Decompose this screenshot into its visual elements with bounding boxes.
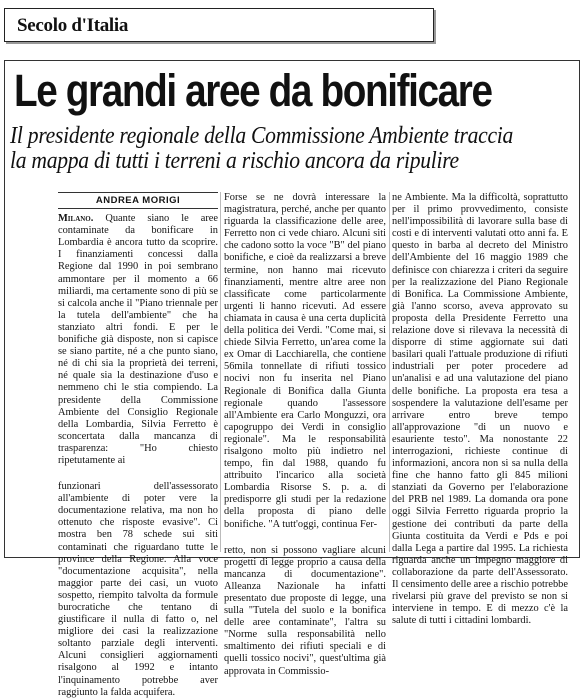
article-subhead [10,124,519,174]
article-column-1 [58,192,218,699]
subhead-line-2: la mappa di tutti i terreni a rischio ancora da ripulire [10,148,459,174]
article-headline: Le grandi aree da bonificare [14,65,492,116]
column-2-paragraph-2: retto, non si possono vagliare alcuni progetti di legge proprio a causa della mancanza di documentazione". Alleanza Nazionale ha infatti presentato due proposte di legge, una sulla "Tutela del suolo e la bonifica delle aree contaminate", l'altra su "Norme sulla responsabilità nello smaltimento dei rifiuti speciali e di quelli tossico nocivi", quest'ultima già approvata in Commissio- [224,544,386,677]
column-3-paragraph-1: ne Ambiente. Ma la difficoltà, soprattutto per il primo provvedimento, consiste nell'impossibilità di lavorare sulla base di costi e di interventi valutati otto anni fa. E questo in barba al decreto del Ministro dell'Ambiente del 16 maggio 1989 che definisce con chiarezza i criteri da seguire per la realizzazione del Piano Regionale di Bonifica. La Commissione Ambiente, già l'anno scorso, aveva approvato su proposta della Presidente Ferretto una relazione dove si rilevava la necessità di disporre di stime aggiornate sui dati basilari quali l'attuale produzione di rifiuti industriali per poter procedere ad un'analisi e ad una valutazione del piano delle bonifiche. La proposta era tesa a sospendere la valutazione dell'esame per arrivare entro breve tempo all'approvazione "di un nuovo e esauriente testo". Ma nonostante 22 interrogazioni, richieste continue di informazioni, ancora non si sa nulla della fine che hanno fatto gli 845 milioni stanziati da Governo per l'elaborazione del PRB nel 1989. La domanda ora pone oggi Silvia Ferretto riguarda proprio la gestione dei contributi da parte della Giunta costituita da Verdi e Pds e poi dalla Lega a partire dal 1995. La richiesta riguarda anche un impegno maggiore di collaborazione da parte dell'Assessorato. Il censimento delle aree a rischio potrebbe rivelarsi più grave del previsto se non si interviene in tempo. E di mezzo c'è la salute di tutti i cittadini lombardi. [392,192,568,627]
column-1-paragraph-2: funzionari dell'assessorato all'ambiente di poter vere la documentazione relativa, ma non ho ottenuto che risposte evasive". Ci mostra ben 78 schede sui siti contaminati che riguardano tutte le province della Regione. Alla voce "documentazione acquisita", nella maggior parte dei casi, un vuoto sospetto, riempito talvolta da formule burocratiche che tentano di giustificare il nulla di fatto o, nel migliore dei casi la realizzazione soltanto parziale degli interventi. Alcuni consiglieri aggiornamenti risalgono al 1992 e intanto l'inquinamento potrebbe aver raggiunto la falda acquifera. [58,481,218,698]
article-byline: ANDREA MORIGI [58,192,218,209]
column-1-paragraph-1-text: Quante siano le aree contaminate da bonificare in Lombardia è ancora tutto da scoprire. I finanziamenti concessi dalla Regione dal 1990 in poi sembrano ammontare per il momento a 66 miliardi, ma certamente sono di più se si calcola anche il "Piano triennale per la tutela dell'ambiente" che ha stanziato altri fondi. E per le bonifiche già disposte, non si capisce se siano partite, né a che punto siano, né di chi sia la proprietà dei terreni, né quale sia la destinazione d'uso e nemmeno chi le stia compiendo. La presidente della Commissione Ambiente del Consiglio Regionale della Lombardia, Silvia Ferretto è sconcertata dalla mancanza di trasparenza: "Ho chiesto ripetutamente ai [58,213,218,466]
column-divider-1 [220,192,221,552]
column-2-paragraph-1: Forse se ne dovrà interessare la magistratura, perché, anche per quanto riguarda la classificazione delle aree, Ferretto non ci vede chiaro. Alcuni siti che cadono sotto la voce "B" del piano bonifiche, e cioè da realizzarsi a breve termine, non hanno mai ricevuto finanziamenti, mentre altre aree non classificate come particolarmente urgenti li hanno ricevuti. Ad essere chiamata in causa è una certa duplicità della politica dei Verdi. "Come mai, si chiede Silvia Ferretto, un'area come la ex Omar di Lacchiarella, che contiene 56mila tonnellate di rifiuti tossico nocivi non fu inserita nel Piano Regionale di Bonifica dalla Giunta regionale quando l'assessore all'Ambiente era Carlo Monguzzi, ora capogruppo dei Verdi in consiglio regionale". Ma le responsabilità risalgono molto più indietro nel tempo, fin dal 1988, quando fu attribuito l'incarico alla società Lombardia Risorse S. p. a. di predisporre gli studi per la redazione della proposta di piano delle bonifiche. "A tutt'oggi, continua Fer- [224,192,386,530]
newspaper-name: Secolo d'Italia [17,15,129,36]
article-column-3 [392,192,568,627]
article-dateline: Milano. [58,213,94,225]
column-divider-2 [389,192,390,552]
masthead-box [4,8,434,42]
article-column-2 [224,192,386,678]
column-1-paragraph-1 [58,213,218,467]
subhead-line-1: Il presidente regionale della Commissione Ambiente traccia [10,123,514,149]
